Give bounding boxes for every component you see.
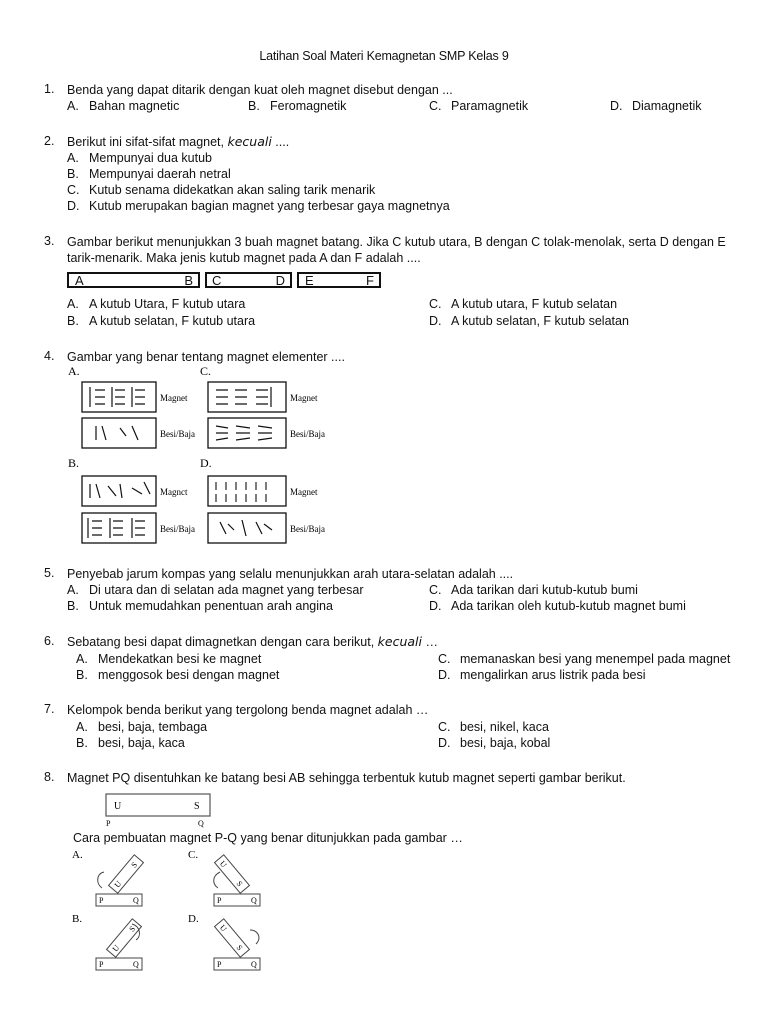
question-number: 6. <box>44 634 55 648</box>
magnet-ab-figure <box>100 788 220 828</box>
a-iron-label: Besi/Baja <box>160 429 195 439</box>
question-5 <box>44 566 734 618</box>
question-6 <box>44 634 734 686</box>
svg-text:Q: Q <box>251 960 257 969</box>
option-b[interactable]: B. Untuk memudahkan penentuan arah angina <box>67 599 333 613</box>
b-iron-label: Besi/Baja <box>160 524 195 534</box>
option-b[interactable]: B. A kutub selatan, F kutub utara <box>67 314 256 328</box>
opt-c-label: C. <box>188 849 199 861</box>
option-d[interactable]: D. Kutub merupakan bagian magnet yang terbesar gaya magnetnya <box>67 199 450 213</box>
a-iron-box <box>82 418 156 448</box>
option-c[interactable]: C. A kutub utara, F kutub selatan <box>429 297 618 311</box>
option-a[interactable]: A. Mempunyai dua kutub <box>67 151 212 165</box>
elementary-magnet-figure <box>60 364 340 550</box>
option-d[interactable]: D. Diamagnetik <box>610 99 702 113</box>
b-magnet-label: Magnct <box>160 487 188 497</box>
option-a[interactable]: A. Di utara dan di selatan ada magnet yang terbesar <box>67 583 364 597</box>
d-iron-label: Besi/Baja <box>290 524 325 534</box>
question-text: Berikut ini sifat-sifat magnet, kecuali .... <box>67 134 290 149</box>
a-magnet-label: Magnet <box>160 393 188 403</box>
bar-magnet-cd <box>205 272 292 288</box>
option-c[interactable]: C. besi, nikel, kaca <box>438 720 549 734</box>
svg-text:U: U <box>217 923 229 934</box>
end-q: Q <box>198 819 204 828</box>
opt-a-figure[interactable] <box>96 855 143 906</box>
pole-s: S <box>194 801 200 812</box>
option-d[interactable]: D. mengalirkan arus listrik pada besi <box>438 668 646 682</box>
question-text: Penyebab jarum kompas yang selalu menunjukkan arah utara-selatan adalah .... <box>67 567 514 581</box>
b-magnet-domains <box>90 482 150 498</box>
question-text: Kelompok benda berikut yang tergolong benda magnet adalah … <box>67 703 429 717</box>
question-number: 8. <box>44 770 55 784</box>
option-d[interactable]: D. besi, baja, kobal <box>438 736 551 750</box>
figure-label-a: A. <box>68 364 80 378</box>
opt-d-label: D. <box>188 913 199 925</box>
d-magnet-box <box>208 476 286 506</box>
option-c[interactable]: C. Kutub senama didekatkan akan saling tarik menarik <box>67 183 376 197</box>
option-b[interactable]: B. besi, baja, kaca <box>76 736 185 750</box>
a-magnet-domains <box>90 387 145 407</box>
question-text: Gambar berikut menunjukkan 3 buah magnet batang. Jika C kutub utara, B dengan C tolak-menolak, serta D dengan E tarik-menarik. Maka jenis kutub magnet pada A dan F adalah .... <box>67 235 726 265</box>
question-number: 3. <box>44 234 55 248</box>
figure-label-b: B. <box>68 456 80 470</box>
option-c[interactable]: C. Ada tarikan dari kutub-kutub bumi <box>429 583 638 597</box>
question-3 <box>44 234 734 334</box>
option-c[interactable]: C. memanaskan besi yang menempel pada magnet <box>438 652 731 666</box>
question-number: 2. <box>44 134 55 148</box>
option-a[interactable]: A. besi, baja, tembaga <box>76 720 208 734</box>
pole-label-e: E <box>305 273 314 288</box>
c-magnet-label: Magnet <box>290 393 318 403</box>
bar-magnet-ab <box>67 272 200 288</box>
c-iron-label: Besi/Baja <box>290 429 325 439</box>
option-b[interactable]: B. menggosok besi dengan magnet <box>76 668 280 682</box>
svg-text:S: S <box>234 943 245 953</box>
svg-text:S: S <box>234 879 245 889</box>
opt-a-label: A. <box>72 849 83 861</box>
bar-magnet-ef <box>297 272 381 288</box>
opt-d-figure[interactable] <box>214 919 260 970</box>
svg-text:S: S <box>127 924 138 934</box>
option-a[interactable]: A. A kutub Utara, F kutub utara <box>67 297 246 311</box>
question-text: Magnet PQ disentuhkan ke batang besi AB sehingga terbentuk kutub magnet seperti gambar berikut. <box>67 771 626 785</box>
svg-text:Q: Q <box>133 960 139 969</box>
svg-text:S: S <box>129 860 140 870</box>
svg-text:P: P <box>217 896 222 905</box>
svg-text:U: U <box>112 879 124 890</box>
figure-label-d: D. <box>200 456 212 470</box>
option-d[interactable]: D. Ada tarikan oleh kutub-kutub magnet bumi <box>429 599 686 613</box>
page-title: Latihan Soal Materi Kemagnetan SMP Kelas 9 <box>259 49 509 63</box>
question-2 <box>44 134 734 218</box>
question-number: 4. <box>44 349 55 363</box>
svg-text:Q: Q <box>251 896 257 905</box>
svg-text:Q: Q <box>133 896 139 905</box>
opt-c-figure[interactable] <box>214 855 260 906</box>
d-magnet-label: Magnet <box>290 487 318 497</box>
c-magnet-domains <box>216 387 271 407</box>
question-text: Benda yang dapat ditarik dengan kuat oleh magnet disebut dengan ... <box>67 83 453 97</box>
magnet-stroking-options-figure <box>70 846 310 976</box>
question-text: Gambar yang benar tentang magnet elementer .... <box>67 350 345 364</box>
b-iron-domains <box>88 518 145 538</box>
question-8 <box>44 770 734 790</box>
question-number: 7. <box>44 702 55 716</box>
question-text: Sebatang besi dapat dimagnetkan dengan cara berikut, kecuali … <box>67 634 438 649</box>
d-iron-domains <box>220 520 272 536</box>
question-number: 1. <box>44 82 55 96</box>
svg-text:P: P <box>99 960 104 969</box>
question-1 <box>44 82 734 118</box>
option-a[interactable]: A. Mendekatkan besi ke magnet <box>76 652 262 666</box>
svg-text:U: U <box>110 943 122 954</box>
opt-b-figure[interactable] <box>96 919 142 970</box>
option-d[interactable]: D. A kutub selatan, F kutub selatan <box>429 314 629 328</box>
d-iron-box <box>208 513 286 543</box>
option-b[interactable]: B. Mempunyai daerah netral <box>67 167 231 181</box>
figure-label-c: C. <box>200 364 212 378</box>
question-8-subtext: Cara pembuatan magnet P-Q yang benar ditunjukkan pada gambar … <box>73 831 463 845</box>
svg-text:U: U <box>217 859 229 870</box>
option-c[interactable]: C. Paramagnetik <box>429 99 529 113</box>
b-magnet-box <box>82 476 156 506</box>
opt-b-label: B. <box>72 913 83 925</box>
end-p: P <box>106 819 111 828</box>
option-b[interactable]: B. Feromagnetik <box>248 99 347 113</box>
pole-label-d: D <box>275 273 285 288</box>
pole-label-a: A <box>75 273 84 288</box>
svg-text:P: P <box>217 960 222 969</box>
option-a[interactable]: A. Bahan magnetic <box>67 99 180 113</box>
a-iron-domains <box>96 426 138 440</box>
pole-u: U <box>114 801 122 812</box>
d-magnet-domains <box>216 482 266 502</box>
question-number: 5. <box>44 566 55 580</box>
pole-label-f: F <box>366 273 374 288</box>
svg-text:P: P <box>99 896 104 905</box>
question-7 <box>44 702 734 754</box>
pole-label-c: C <box>212 273 222 288</box>
pole-label-b: B <box>184 273 193 288</box>
c-iron-domains <box>216 426 272 440</box>
